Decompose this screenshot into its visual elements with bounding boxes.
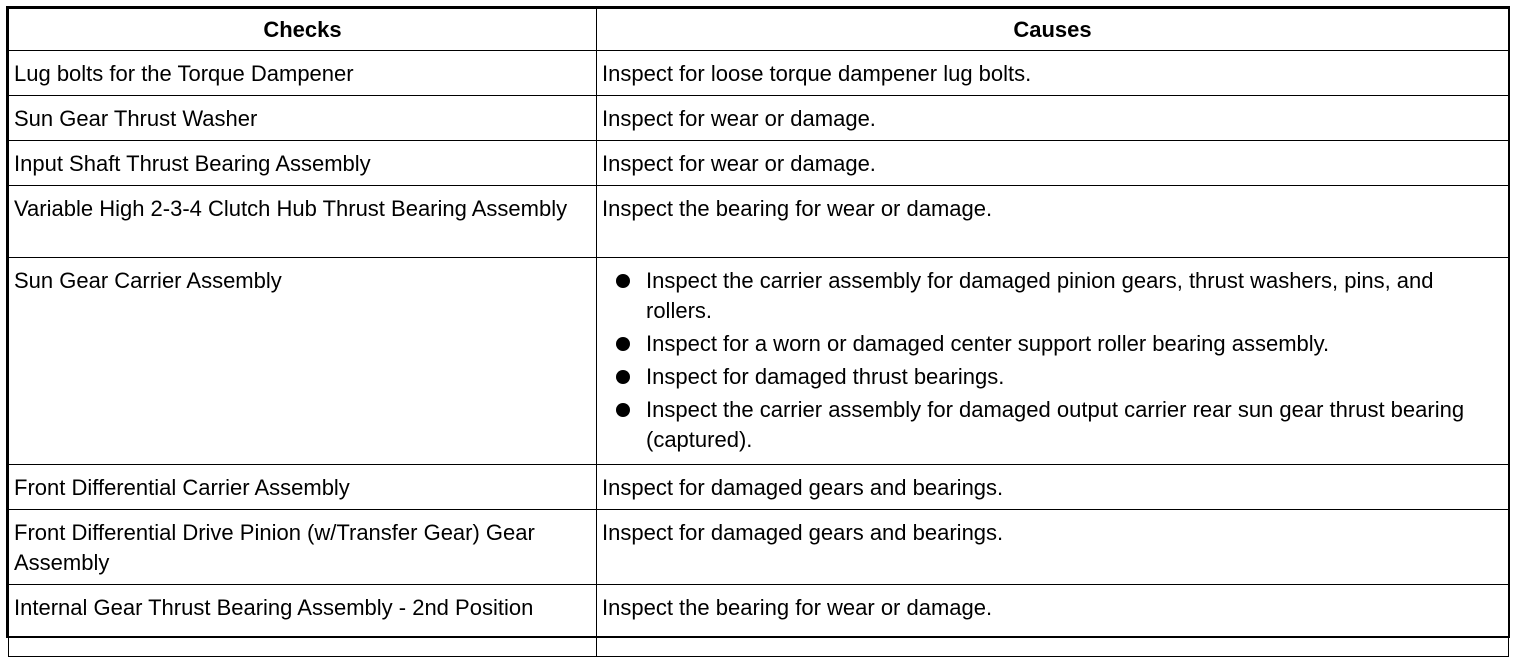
bullet-dot-icon <box>616 274 630 288</box>
check-cell: Front Differential Drive Pinion (w/Transfer Gear) Gear Assembly <box>9 510 597 585</box>
cause-bullet-text: Inspect for damaged thrust bearings. <box>646 364 1005 389</box>
table-row <box>9 141 1509 186</box>
cause-cell: Inspect for damaged gears and bearings. <box>597 465 1509 510</box>
table-row <box>9 510 1509 585</box>
table-row <box>9 465 1509 510</box>
table-row <box>9 186 1509 258</box>
cause-bullet-item <box>646 329 1502 362</box>
check-cell: Internal Gear Thrust Bearing Assembly - 2nd Position <box>9 585 597 657</box>
table-row <box>9 258 1509 465</box>
cause-bullet-item <box>646 362 1502 395</box>
check-cell: Lug bolts for the Torque Dampener <box>9 51 597 96</box>
check-cell: Sun Gear Carrier Assembly <box>9 258 597 465</box>
bullet-dot-icon <box>616 403 630 417</box>
cause-cell <box>597 258 1509 465</box>
cause-cell: Inspect for damaged gears and bearings. <box>597 510 1509 585</box>
table-row <box>9 585 1509 657</box>
cause-cell: Inspect for wear or damage. <box>597 96 1509 141</box>
cause-cell: Inspect the bearing for wear or damage. <box>597 585 1509 657</box>
column-header-checks: Checks <box>9 9 597 51</box>
table-header-row <box>9 9 1509 51</box>
cause-bullet-list <box>602 266 1502 458</box>
cause-bullet-text: Inspect the carrier assembly for damaged pinion gears, thrust washers, pins, and rollers. <box>646 268 1434 323</box>
check-cell: Sun Gear Thrust Washer <box>9 96 597 141</box>
checks-causes-table-frame <box>6 6 1510 638</box>
bullet-dot-icon <box>616 337 630 351</box>
table-row <box>9 96 1509 141</box>
cause-bullet-item <box>646 395 1502 458</box>
check-cell: Front Differential Carrier Assembly <box>9 465 597 510</box>
cause-cell: Inspect for wear or damage. <box>597 141 1509 186</box>
check-cell: Input Shaft Thrust Bearing Assembly <box>9 141 597 186</box>
cause-bullet-text: Inspect the carrier assembly for damaged output carrier rear sun gear thrust bearing (captured). <box>646 397 1465 452</box>
checks-causes-table <box>8 8 1509 657</box>
column-header-causes: Causes <box>597 9 1509 51</box>
cause-bullet-item <box>646 266 1502 329</box>
cause-bullet-text: Inspect for a worn or damaged center support roller bearing assembly. <box>646 331 1330 356</box>
cause-cell: Inspect the bearing for wear or damage. <box>597 186 1509 258</box>
cause-cell: Inspect for loose torque dampener lug bolts. <box>597 51 1509 96</box>
bullet-dot-icon <box>616 370 630 384</box>
table-row <box>9 51 1509 96</box>
check-cell: Variable High 2-3-4 Clutch Hub Thrust Bearing Assembly <box>9 186 597 258</box>
